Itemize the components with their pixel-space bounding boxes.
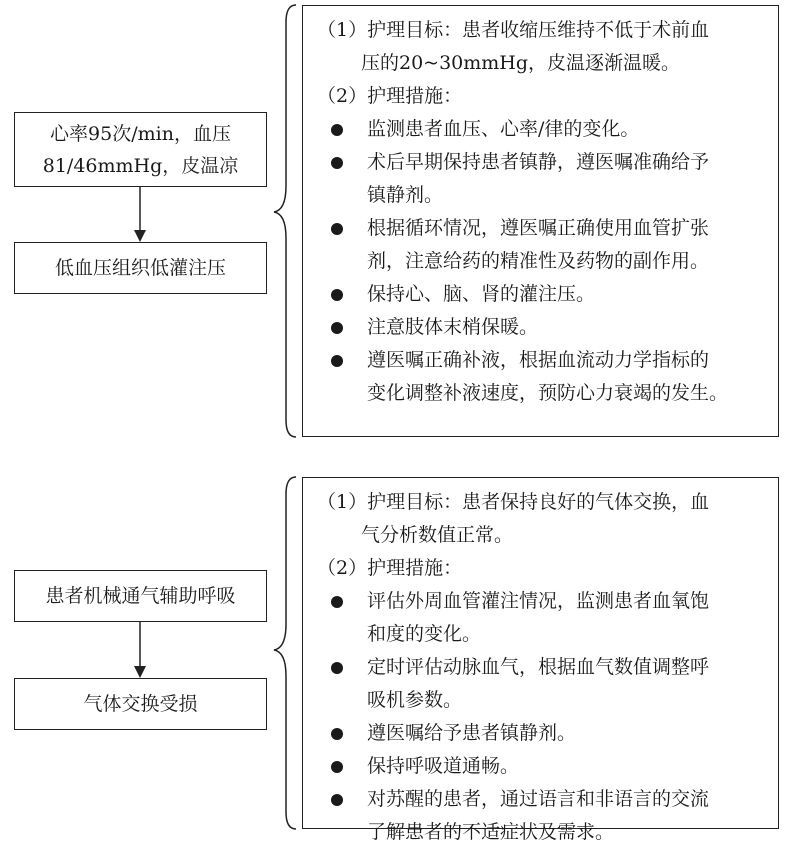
measure-text: 吸机参数。: [367, 689, 463, 711]
measure-text: 遵医嘱正确补液，根据血流动力学指标的: [367, 349, 710, 371]
flow-node: [14, 242, 267, 294]
measure-item: [317, 212, 768, 278]
arrow-head: [134, 230, 146, 242]
measure-item: [317, 783, 768, 849]
flow-node: [14, 112, 267, 187]
measure-item: [317, 113, 768, 146]
node-text: 81/46mmHg，皮温凉: [42, 154, 239, 177]
measure-text: 对苏醒的患者，通过语言和非语言的交流: [367, 788, 710, 810]
measure-item: [317, 585, 768, 651]
bullet-icon: [331, 596, 343, 608]
node-text: 低血压组织低灌注压: [54, 257, 226, 279]
bullet-icon: [331, 728, 343, 740]
bullet-icon: [331, 223, 343, 235]
measure-text: 保持心、脑、肾的灌注压。: [367, 283, 596, 305]
care-goal-cont: 压的20~30mmHg，皮温逐渐温暖。: [361, 52, 681, 74]
measure-text: 镇静剂。: [367, 184, 444, 206]
bullet-icon: [331, 794, 343, 806]
bullet-icon: [331, 124, 343, 136]
measure-text: 了解患者的不适症状及需求。: [367, 821, 615, 843]
brace: [274, 477, 296, 829]
node-text: 患者机械通气辅助呼吸: [45, 585, 236, 607]
measure-text: 定时评估动脉血气，根据血气数值调整呼: [367, 656, 710, 678]
measure-text: 监测患者血压、心率/律的变化。: [367, 118, 640, 140]
measure-item: [317, 311, 768, 344]
bullet-icon: [331, 289, 343, 301]
measure-text: 术后早期保持患者镇静，遵医嘱准确给予: [367, 151, 710, 173]
care-plan-box: [302, 5, 779, 437]
measure-item: [317, 717, 768, 750]
measure-text: 保持呼吸道通畅。: [367, 755, 520, 777]
bullet-icon: [331, 322, 343, 334]
measure-item: [317, 146, 768, 212]
measure-text: 和度的变化。: [367, 623, 482, 645]
flow-node: [14, 678, 267, 730]
flow-node: [14, 570, 267, 622]
brace: [274, 5, 296, 437]
care-goal: （1）护理目标：患者保持良好的气体交换，血: [317, 491, 710, 513]
measure-text: 评估外周血管灌注情况，监测患者血氧饱: [367, 590, 710, 612]
measure-text: 注意肢体末梢保暖。: [367, 316, 539, 338]
measure-text: 剂，注意给药的精准性及药物的副作用。: [367, 250, 710, 272]
measure-item: [317, 278, 768, 311]
bullet-icon: [331, 662, 343, 674]
bullet-icon: [331, 761, 343, 773]
node-text: 气体交换受损: [83, 693, 198, 715]
measures-heading: （2）护理措施：: [317, 85, 463, 107]
care-goal: （1）护理目标：患者收缩压维持不低于术前血: [317, 19, 710, 41]
measure-text: 根据循环情况，遵医嘱正确使用血管扩张: [367, 217, 710, 239]
node-text: 心率95次/min，血压: [50, 122, 231, 145]
care-goal-cont: 气分析数值正常。: [361, 524, 514, 546]
bullet-icon: [331, 355, 343, 367]
arrow-head: [134, 666, 146, 678]
measure-item: [317, 750, 768, 783]
bullet-icon: [331, 157, 343, 169]
measure-text: 遵医嘱给予患者镇静剂。: [367, 722, 577, 744]
measure-text: 变化调整补液速度，预防心力衰竭的发生。: [367, 382, 729, 404]
measure-item: [317, 344, 768, 410]
measures-heading: （2）护理措施：: [317, 557, 463, 579]
measure-item: [317, 651, 768, 717]
care-plan-box: [302, 477, 779, 843]
